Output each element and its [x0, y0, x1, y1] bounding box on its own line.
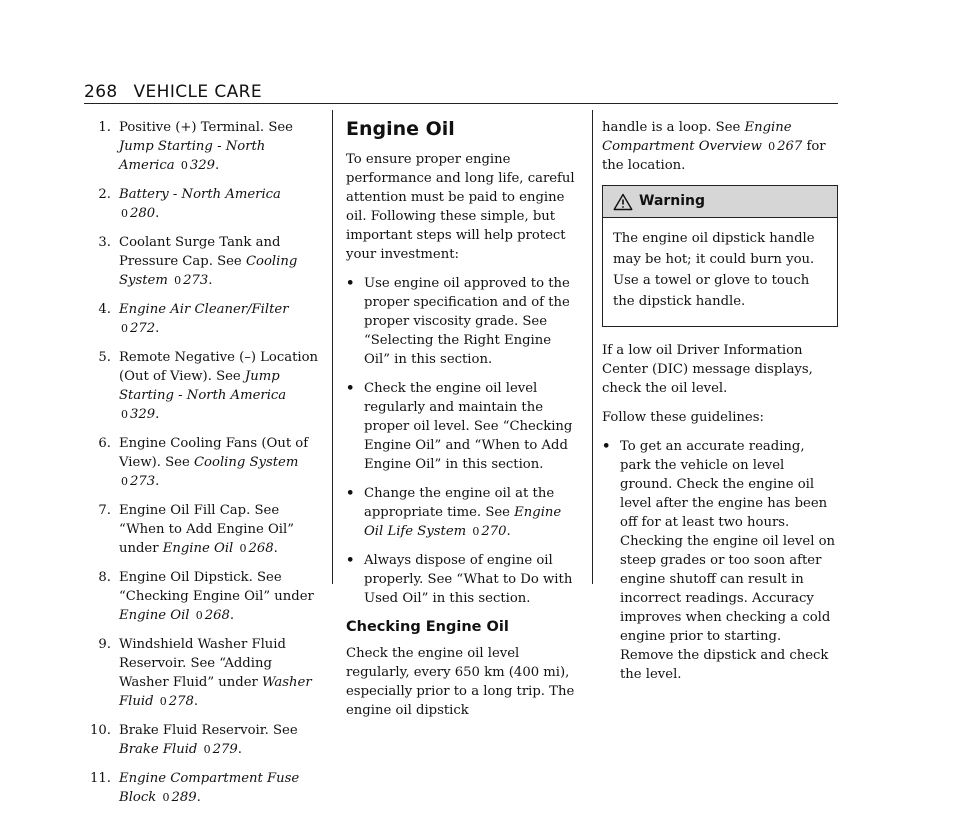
- page-ref-arrow-icon: 0: [472, 525, 480, 538]
- item-number: 6.: [98, 436, 111, 451]
- list-item-text: Always dispose of engine oil properly. See “What to Do with Used Oil” in this section.: [364, 553, 573, 606]
- page-ref-arrow-icon: 0: [203, 743, 211, 756]
- list-item: [84, 185, 324, 223]
- item-number: 3.: [98, 235, 111, 250]
- list-item-text: Remote Negative (–) Location (Out of View). See Jump Starting - North America 0 329.: [119, 350, 319, 422]
- xref-link[interactable]: Engine Compartment Overview: [602, 120, 792, 154]
- page-ref[interactable]: 329: [189, 158, 215, 173]
- list-item: [84, 434, 324, 491]
- page-ref-arrow-icon: 0: [162, 791, 170, 804]
- list-item-text: Brake Fluid Reservoir. See Brake Fluid 0 279.: [119, 723, 298, 757]
- warning-text: The engine oil dipstick handle may be hot; it could burn you. Use a towel or glove to touch the dipstick handle.: [613, 231, 815, 309]
- warning-header: [603, 186, 837, 218]
- xref-link[interactable]: Jump Starting - North America: [119, 139, 266, 173]
- list-item: [84, 118, 324, 175]
- column-divider-2: [592, 110, 593, 584]
- guidelines-intro: Follow these guidelines:: [602, 410, 764, 425]
- page-ref[interactable]: 278: [168, 694, 194, 709]
- list-item: [84, 300, 324, 338]
- list-item-text: Windshield Washer Fluid Reservoir. See “Adding Washer Fluid” under Washer Fluid 0 278.: [119, 637, 312, 709]
- page-ref[interactable]: 268: [204, 608, 230, 623]
- list-item: [602, 437, 838, 684]
- page-ref[interactable]: 272: [130, 321, 156, 336]
- list-item-text: Check the engine oil level regularly and maintain the proper oil level. See “Checking Engine Oil” and “When to Add Engine Oil” in this section.: [364, 381, 573, 472]
- list-item-text: Engine Cooling Fans (Out of View). See Cooling System 0 273.: [119, 436, 309, 489]
- right-column: [602, 118, 838, 694]
- item-number: 1.: [98, 120, 111, 135]
- page-number: 268: [84, 82, 118, 102]
- header-rule: [84, 103, 838, 104]
- page-ref[interactable]: 267: [777, 139, 803, 154]
- list-item: [84, 769, 324, 807]
- bullet-icon: •: [602, 439, 611, 454]
- list-item-text: Engine Compartment Fuse Block 0 289.: [119, 771, 300, 805]
- engine-oil-bullets: [346, 274, 580, 608]
- xref-link[interactable]: Washer Fluid: [119, 675, 312, 709]
- item-number: 8.: [98, 570, 111, 585]
- list-item-text: Use engine oil approved to the proper specification and of the proper viscosity grade. See “Selecting the Right Engine Oil” in this section.: [364, 276, 570, 367]
- engine-oil-heading: Engine Oil: [346, 118, 455, 140]
- item-number: 9.: [98, 637, 111, 652]
- engine-oil-intro: To ensure proper engine performance and long life, careful attention must be paid to engine oil. Following these simple, but important steps will help protect your investment:: [346, 152, 575, 262]
- page-ref-arrow-icon: 0: [121, 322, 128, 335]
- bullet-icon: •: [346, 276, 355, 291]
- dic-message-text: If a low oil Driver Information Center (DIC) message displays, check the oil level.: [602, 343, 813, 396]
- warning-body: [603, 218, 837, 326]
- dipstick-location-text: handle is a loop. See Engine Compartment Overview 0 267 for the location.: [602, 120, 826, 173]
- page-ref-arrow-icon: 0: [239, 542, 247, 555]
- xref-link[interactable]: Jump Starting - North America: [119, 369, 287, 403]
- page-ref-arrow-icon: 0: [159, 695, 167, 708]
- list-item-text: Battery - North America 0 280.: [119, 187, 281, 221]
- item-number: 11.: [90, 771, 111, 786]
- page-ref-arrow-icon: 0: [195, 609, 203, 622]
- xref-link[interactable]: Brake Fluid: [119, 742, 198, 757]
- warning-triangle-icon: [613, 193, 633, 211]
- page-ref-arrow-icon: 0: [121, 207, 128, 220]
- list-item: [346, 484, 580, 541]
- page-ref-arrow-icon: 0: [174, 274, 182, 287]
- page-ref[interactable]: 268: [248, 541, 274, 556]
- section-title: VEHICLE CARE: [133, 82, 262, 102]
- list-item-text: Positive (+) Terminal. See Jump Starting - North America 0 329.: [119, 120, 293, 173]
- list-item: [84, 721, 324, 759]
- item-number: 4.: [98, 302, 111, 317]
- xref-link[interactable]: Engine Oil: [119, 608, 190, 623]
- warning-title: Warning: [639, 193, 706, 209]
- xref-link[interactable]: Engine Oil Life System: [364, 505, 562, 539]
- page-ref-arrow-icon: 0: [768, 140, 776, 153]
- page-ref-arrow-icon: 0: [121, 408, 128, 421]
- guideline-text: To get an accurate reading, park the vehicle on level ground. Check the engine oil level after the engine has been off for at least two hours. Checking the engine oil level on steep grades or too soon after engine shutoff can result in incorrect readings. Accuracy improves when checking a cold engine prior to starting. Remove the dipstick and check the level.: [620, 439, 836, 682]
- page-ref-arrow-icon: 0: [180, 159, 188, 172]
- xref-link[interactable]: Engine Air Cleaner/Filter: [119, 302, 289, 317]
- page-ref[interactable]: 273: [183, 273, 209, 288]
- list-item: [346, 274, 580, 369]
- list-item: [346, 379, 580, 474]
- item-number: 7.: [98, 503, 111, 518]
- list-item: [346, 551, 580, 608]
- page-ref[interactable]: 289: [171, 790, 197, 805]
- list-item: [84, 348, 324, 424]
- xref-link[interactable]: Engine Oil: [162, 541, 234, 556]
- list-item-text: Coolant Surge Tank and Pressure Cap. See Cooling System 0 273.: [119, 235, 298, 288]
- page-header: [84, 82, 838, 102]
- item-number: 2.: [98, 187, 111, 202]
- xref-link[interactable]: Battery - North America: [119, 187, 281, 202]
- page-ref[interactable]: 280: [130, 206, 156, 221]
- column-divider-1: [332, 110, 333, 584]
- item-number: 5.: [98, 350, 111, 365]
- xref-link[interactable]: Engine Compartment Fuse Block: [119, 771, 300, 805]
- page-ref[interactable]: 279: [212, 742, 238, 757]
- list-item: [84, 501, 324, 558]
- xref-link[interactable]: Cooling System: [193, 455, 299, 470]
- bullet-icon: •: [346, 486, 355, 501]
- middle-column: [346, 118, 580, 730]
- warning-box: [602, 185, 838, 327]
- list-item-text: Engine Air Cleaner/Filter 0 272.: [119, 302, 289, 336]
- list-item-text: Engine Oil Dipstick. See “Checking Engine Oil” under Engine Oil 0 268.: [119, 570, 314, 623]
- page-ref-arrow-icon: 0: [121, 475, 128, 488]
- list-item: [84, 568, 324, 625]
- checking-engine-oil-heading: Checking Engine Oil: [346, 619, 509, 635]
- page-ref[interactable]: 270: [481, 524, 507, 539]
- left-column: [84, 118, 324, 817]
- component-list: [84, 118, 324, 807]
- list-item-text: Engine Oil Fill Cap. See “When to Add Engine Oil” under Engine Oil 0 268.: [119, 503, 294, 556]
- bullet-icon: •: [346, 553, 355, 568]
- xref-link[interactable]: Cooling System: [119, 254, 298, 288]
- list-item: [84, 635, 324, 711]
- checking-engine-oil-text: Check the engine oil level regularly, every 650 km (400 mi), especially prior to a long trip. The engine oil dipstick: [346, 646, 575, 718]
- list-item: [84, 233, 324, 290]
- bullet-icon: •: [346, 381, 355, 396]
- guidelines-list: [602, 437, 838, 684]
- page-ref[interactable]: 273: [130, 474, 156, 489]
- item-number: 10.: [90, 723, 111, 738]
- list-item-text: Change the engine oil at the appropriate time. See Engine Oil Life System 0 270.: [364, 486, 562, 539]
- page-ref[interactable]: 329: [130, 407, 156, 422]
